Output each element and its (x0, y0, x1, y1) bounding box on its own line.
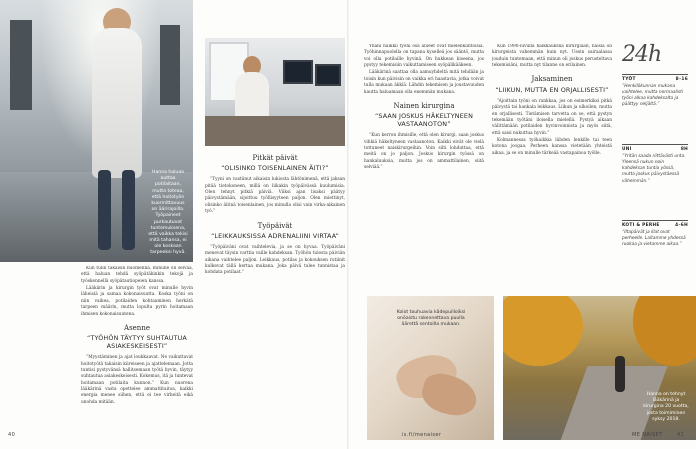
section-role-asenne: Asenne (124, 323, 150, 332)
sidebar-entry-label: TYÖT (622, 76, 636, 82)
sidebar-entry-time: 4–6H (675, 222, 688, 228)
left-column-lower (81, 266, 193, 426)
hallway-door (160, 25, 180, 105)
section-role-pitkat-paivat: Pitkät päivät (252, 154, 298, 162)
body-paragraph: Kun 1990-luvulla haikkaukslia kirurgiaan, naisia oli kirurgeista vahemmän kuin nyt. Usein sairaalassa jouduin tuntemaan, että minun oli joskus perusteltava tekemisiäni, mutta nyt tilanne on erilainen. (492, 44, 612, 69)
doctor-leg (122, 170, 135, 250)
body-paragraph: “Tyyni on vastiinut aikaisin lukiosta lähtönimenä, että jaksan pitää tietokoneen, millä on liikakin työpäivässä kuulumisia. Olen tehnyt pitkiä päiviä. Viiksi ajan lisaksi päätyy päivystämään, sijoittuu työllisyyteen paljon. Olen miettinyt, olisinko äitinä toisenlainen, jos minulla olisi vain virka-aikainen työ.” (205, 177, 345, 215)
sidebar-title: 24h (622, 42, 662, 67)
hands-photo (367, 296, 494, 440)
sidebar-entry-head (622, 144, 688, 153)
doctor-coat (235, 72, 269, 122)
body-paragraph: Kun tulin takaisin huomenna, minulle oli selvää, että haluan tehdä syöpätäkinkin tekojä ja työskennellä syöpätautiopeien kanssa. (81, 266, 193, 284)
autumn-photo (503, 296, 696, 440)
body-paragraph: “Myystäminen ja ajat loukkaavat. Ne vaikuttavat hoitotyötä takaisin kiireiseen ja ajattelemaan. Jotta tuntisi pystyvänsä hallitsemaan työtä hyvin, täytyy suhtautua asiakeskeisesti. Kokemus, itä ja tuntevat hoitamaan potilaita kunnon.” Kun nuorena lääkärinä vasta opettelee ammattitaitoa, kaikki energia menee siihen, että ei tee virheitä eikä unohda mitään. (81, 355, 193, 405)
sidebar-entry-text: “Yritän saada riittävästi unta. Yleensä nukun noin kahdeksan tuntia yössä, mutta joskus päivystäessä vähemmän.” (622, 153, 686, 184)
section-role-tyopaivat: Työpäivät (257, 221, 293, 230)
doctor-coat (92, 28, 142, 178)
page-number-right: 41 (677, 432, 685, 438)
hallway-caption: Hanna haluaa auttaa potilaitaan, mutta toteaa, että hoitotyön kuormittavuus on äärirajoilla. Työpaineet purkautuvat tuntemuksena, että vaikka tekisi mitä tahansa, ei ole koskaan tarpeeksi hyvä. (148, 170, 188, 256)
left-column-right (205, 148, 345, 426)
autumn-caption: Hanna on tehnyt lääkärinä ja kirurgina 20 vuotta, josta toimiminen syksy 2018. (643, 392, 689, 422)
right-column-middle (492, 44, 612, 284)
sidebar-entry (622, 74, 688, 109)
section-quote-nainen-kirurgina: “SAAN JOSKUS HÄKELTYNEEN VASTAANOTON” (374, 112, 474, 129)
office-photo (205, 38, 345, 146)
autumn-tree (503, 296, 583, 366)
hand-shape (418, 370, 481, 421)
section-role-nainen-kirurgina: Nainen kirurgina (393, 101, 455, 110)
body-paragraph: Lääkärin ja kirurgin työt ovat minulle hyvin läheisiä ja samaa kokonaisuutta. Koska työni on niin vaikea, potilaiden kohtaaminen herkätä tarpeen määrin, mutta lopulta pyrin hoitamaan ihmisen kokonaisuutena. (81, 286, 193, 317)
body-paragraph: Yhäni haikkii työni osa alueet ovat mielenkiintoisia. Työhinnapuolella on tapana kyselleä jos sääntö, mutta voi olla potilaille hyvinä. On hukkean kiseena, jos pystyy tekemisiin vaikuttamiseen syöpälikääkeen. (364, 44, 484, 69)
section-quote-asenne: “TYÖHÖN TÄYTYY SUHTAUTUA ASIAKESKEISESTI” (87, 334, 187, 351)
footer-url: is.fi/menaiser (402, 432, 442, 438)
body-paragraph: “Työpäiväni ovat vaihtelevia, ja se on hyvaa. Työpäiväni menevat täysin varttia vaille kahdeksan. Työhön tulosta päiviän aikana vaihtelee paljon. Leikkaus, potilas ja kokouksen rutiinit kulkevat tällä kertaa mukana. Joka päivä tulee tunnistaa ja kohdata potilaat.” (205, 244, 345, 276)
sidebar-entry-head (622, 74, 688, 83)
hallway-door (10, 20, 32, 110)
hands-caption: Kolot touhuavia kädepuilloiksi onöaistu rakennettava puulla äärettä sentoilla mukaan. (396, 310, 466, 328)
sidebar-entry-label: UNI (622, 146, 632, 152)
office-monitor (283, 60, 313, 84)
hallway-photo (0, 0, 193, 262)
sidebar-entry-label: KOTI & PERHE (622, 222, 660, 228)
autumn-tree (633, 296, 696, 366)
section-quote-pitkat-paivat: “OLISINKO TOISENLAINEN ÄITI?” (221, 164, 329, 173)
sidebar-entry-head (622, 220, 688, 229)
sidebar-entry (622, 144, 688, 185)
body-paragraph: “Ajoittain työni on rankkaa, jos on esimerkiksi pitkä päivystä tai hankala leikkaus. Liikun ja ulkoilen, mutta en orjallisesti. Tietämisen tarvetta on se, että pystyn tekemään työtäni iloisella mielellä. Pystyä aikaan välittämään potilaiden hyvinvoinnista ja myös siitä, että saisi nukuttua hyvin.” (492, 98, 612, 136)
sidebar-entry-text: “Iltapäivät ja illat ovat perheelle. Laitamme yhdessä ruokaa ja vietamme aikaa.” (622, 229, 686, 248)
footer-magazine-name: ME NAISET (632, 432, 663, 438)
sidebar-entry (622, 220, 688, 248)
office-desk (205, 116, 345, 146)
body-paragraph: Kolmannessa työkaikkia lähden lenkille tai teen kotona joogaa. Perheen kanssa vietetään yhteistä aikaa, ja se on minulle tärkeää vastapainoa työlle. (492, 137, 612, 156)
page-gutter (347, 0, 349, 449)
section-quote-jaksaminen: “LIIKUN, MUTTA EN ORJALLISESTI” (495, 85, 609, 94)
office-monitor (315, 64, 341, 86)
sidebar-entry-text: “Henkilökunnan mukana vaihtelee, mutta normaalisti työni alkaa kahdeksalta ja päättyy neljältä.” (622, 83, 683, 108)
section-role-jaksaminen: Jaksaminen (531, 75, 573, 84)
walking-person (615, 356, 625, 392)
body-paragraph: Lääkärinä saattaa olla aamuyhdeltä mitä tehdään ja toisin kun päivisin on vaikka eri haastavia, jotka voivat tulla mukaan äkkiä. Lähdin tekemisen ja joustavuuden kautta haluamaan olla enemmän mukana. (364, 70, 484, 95)
sidebar-entry-time: 8H (680, 146, 688, 152)
page-number-left: 40 (8, 432, 16, 438)
section-quote-tyopaivat: “LEIKKAUKSISSA ADRENALIINI VIRTAA” (211, 231, 339, 240)
doctor-leg (98, 170, 111, 250)
body-paragraph: “Kun kerron ihmisille, että olen kirurgi, saan joskus vihkiä häkeltyneen vastaanoton. Kaikki eivät ole vielä tottuneet naiskirurgeihin. Voin silti lohduttaa, että meitä on jo paljon. Joskus kirurgin työssä on hankaluuksia, mutta jos on ammattilainen, siitä selviää.” (364, 133, 484, 171)
right-column-left (364, 44, 484, 284)
sidebar-entry-time: 8–16 (675, 76, 688, 82)
